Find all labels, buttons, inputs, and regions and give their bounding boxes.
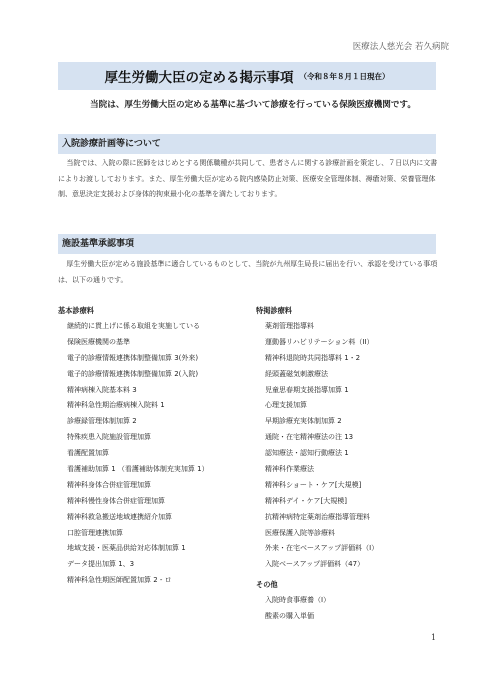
basic-fee-item: 看護配置加算 (67, 449, 109, 458)
section-heading-facility-standards: 施設基準承認事項 (58, 234, 436, 254)
special-fee-item: 精神科ショート・ケア[大規模] (265, 480, 362, 489)
basic-fee-item: 診療録管理体制加算 2 (67, 417, 137, 426)
special-fee-item: 医療保護入院等診療料 (265, 528, 335, 537)
special-fee-item: 薬剤管理指導料 (265, 322, 314, 330)
basic-fees-column (58, 302, 258, 589)
page-title: 厚生労働大臣の定める掲示事項 (104, 70, 294, 86)
special-fee-item: 入院ベースアップ評価料（47） (265, 560, 365, 569)
organization-name: 医療法人慈光会 若久病院 (352, 42, 449, 52)
basic-fee-item: 継続的に貫上げに係る取組を実施している (67, 322, 200, 330)
section-body-admission-plan: 当院では、入院の際に医師をはじめとする関係職種が共同して、患者さんに関する診療計画を策定し、７日以内に文書によりお渡ししております。また、厚生労働大臣が定める院内感染防止対策、医療安全管理体制、褥瘡対策、栄養管理体制、意思決定支援および身体的拘束最小化の基準を満たしております。 (58, 159, 438, 198)
lead-statement: 当院は、厚生労働大臣の定める基準に基づいて診療を行っている保険医療機関です。 (90, 100, 416, 110)
basic-fee-item: 電子的診療情報連携体制整備加算 3(外来) (67, 353, 199, 362)
basic-fee-item: 精神科急性期医師配置加算 2 - ロ (67, 576, 172, 585)
special-fee-item: 精神科デイ・ケア[大規模] (265, 496, 347, 505)
basic-fee-item: 特殊疾患入院施設管理加算 (67, 433, 151, 442)
special-fee-item: 外来・在宅ベースアップ評価料（I） (265, 544, 379, 553)
special-fee-item: 抗精神病特定薬剤治療指導管理料 (265, 512, 370, 521)
basic-fee-item: 精神病棟入院基本料 3 (67, 385, 137, 394)
special-fee-item: 精神科作業療法 (265, 465, 314, 474)
other-heading: その他 (256, 580, 278, 590)
special-fees-column (256, 302, 446, 625)
title-banner (58, 62, 436, 90)
section-heading-admission-plan: 入院診療計画等について (58, 134, 436, 154)
section-body-facility-standards: 厚生労働大臣が定める施設基準に適合しているものとして、当院が九州厚生局長に届出を行い、承認を受けている事項は、以下の通りです。 (58, 260, 438, 284)
basic-fees-heading: 基本診療料 (58, 306, 94, 315)
special-fee-item: 経頭蓋磁気刺激療法 (265, 369, 328, 378)
page-number: 1 (431, 633, 437, 642)
basic-fee-item: 精神科救急搬送地域連携紹介加算 (67, 512, 172, 521)
basic-fee-item: 精神科慢性身体合併症管理加算 (67, 496, 165, 505)
special-fee-item: 児童思春期支援指導加算 1 (265, 385, 349, 394)
special-fee-item: 心理支援加算 (265, 401, 307, 410)
special-fee-item: 認知療法・認知行動療法 1 (265, 449, 349, 458)
special-fee-item: 通院・在宅精神療法の注 13 (265, 433, 354, 442)
other-item: 酸素の購入単価 (265, 612, 314, 621)
special-fees-heading: 特掲診療料 (256, 306, 292, 315)
basic-fee-item: 保険医療機関の基準 (67, 337, 130, 346)
title-date: （令和８年８月１日現在） (299, 71, 390, 81)
other-item: 入院時食事療養（I） (265, 596, 331, 605)
special-fee-item: 精神科退院時共同指導料 1・2 (265, 353, 361, 362)
basic-fee-item: 精神科身体合併症管理加算 (67, 480, 151, 489)
special-fee-item: 早期診療充実体制加算 2 (265, 417, 342, 426)
special-fee-item: 運動器リハビリテーション料（II） (265, 337, 374, 346)
basic-fee-item: データ提出加算 1、3 (67, 560, 135, 569)
basic-fee-item: 地域支援・医薬品供給対応体制加算 1 (67, 544, 186, 553)
basic-fee-item: 口腔管理連携加算 (67, 528, 123, 537)
basic-fee-item: 精神科急性期治療病棟入院料 1 (67, 401, 165, 410)
basic-fee-item: 看護補助加算 1 （看護補助体制充実加算 1） (67, 465, 209, 474)
basic-fee-item: 電子的診療情報連携体制整備加算 2(入院) (67, 369, 199, 378)
